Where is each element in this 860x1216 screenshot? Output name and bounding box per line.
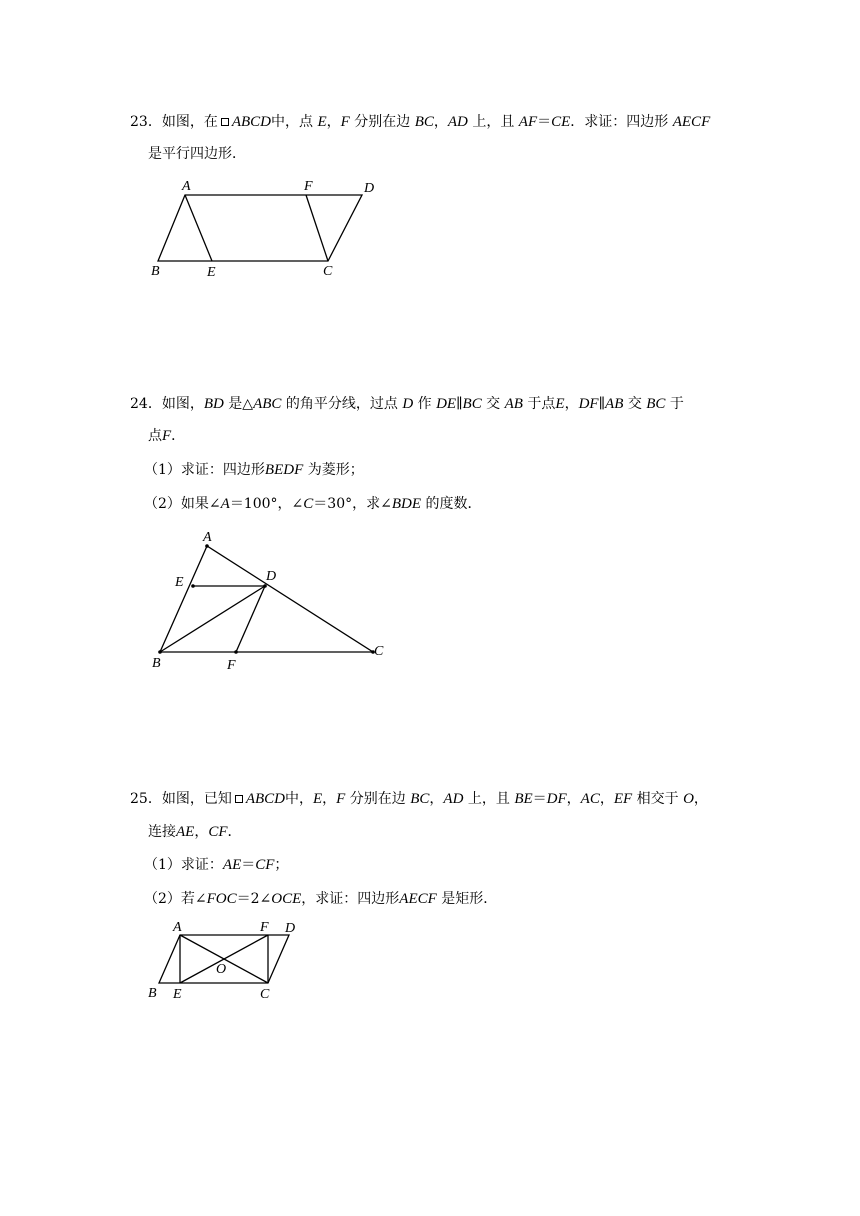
q23-label-f: F	[304, 179, 313, 194]
q24-sub2: （2）如果∠A＝100°，∠C＝30°，求∠BDE 的度数．	[144, 496, 482, 512]
q23-label-c: C	[323, 264, 333, 279]
q24-label-c: C	[374, 644, 384, 659]
q25-label-d: D	[285, 921, 296, 936]
q25-sub1: （1）求证：AE＝CF；	[144, 857, 289, 873]
q24-label-a: A	[203, 530, 212, 545]
q25-sub2: （2）若∠FOC＝2∠OCE，求证：四边形AECF 是矩形．	[144, 891, 498, 907]
q25-label-f: F	[260, 920, 269, 935]
q23-line2: 是平行四边形．	[148, 146, 246, 162]
q25-label-e: E	[173, 987, 182, 1002]
q23-label-b: B	[151, 264, 160, 279]
q25-line1: 25．如图，已知 ABCD中，E，F 分别在边 BC，AD 上，且 BE＝DF，AC，EF 相交于 O，	[130, 791, 708, 807]
q24-line1: 24．如图，BD 是△ABC 的角平分线，过点 D 作 DE∥BC 交 AB 于点E，DF∥AB 交 BC 于	[130, 396, 684, 412]
q23-label-e: E	[207, 265, 216, 280]
q25-label-a: A	[173, 920, 182, 935]
q25-label-b: B	[148, 986, 157, 1001]
q24-sub1: （1）求证：四边形BEDF 为菱形；	[144, 462, 364, 478]
q24-label-d: D	[266, 569, 277, 584]
q24-label-e: E	[175, 575, 184, 590]
q25-label-o: O	[216, 962, 227, 977]
q23-number: 23．	[130, 114, 162, 130]
q25-number: 25．	[130, 791, 162, 807]
q24-line2: 点F．	[148, 428, 186, 444]
q25-label-c: C	[260, 987, 270, 1002]
q23-label-d: D	[364, 181, 375, 196]
q24-label-f: F	[227, 658, 236, 673]
q25-line2: 连接AE，CF．	[148, 824, 242, 840]
q23-line1: 23．如图，在 ABCD中，点 E，F 分别在边 BC，AD 上，且 AF＝CE．求证：四边形 AECF	[130, 114, 711, 130]
q24-label-b: B	[152, 656, 161, 671]
q23-label-a: A	[182, 179, 191, 194]
q24-number: 24．	[130, 396, 162, 412]
